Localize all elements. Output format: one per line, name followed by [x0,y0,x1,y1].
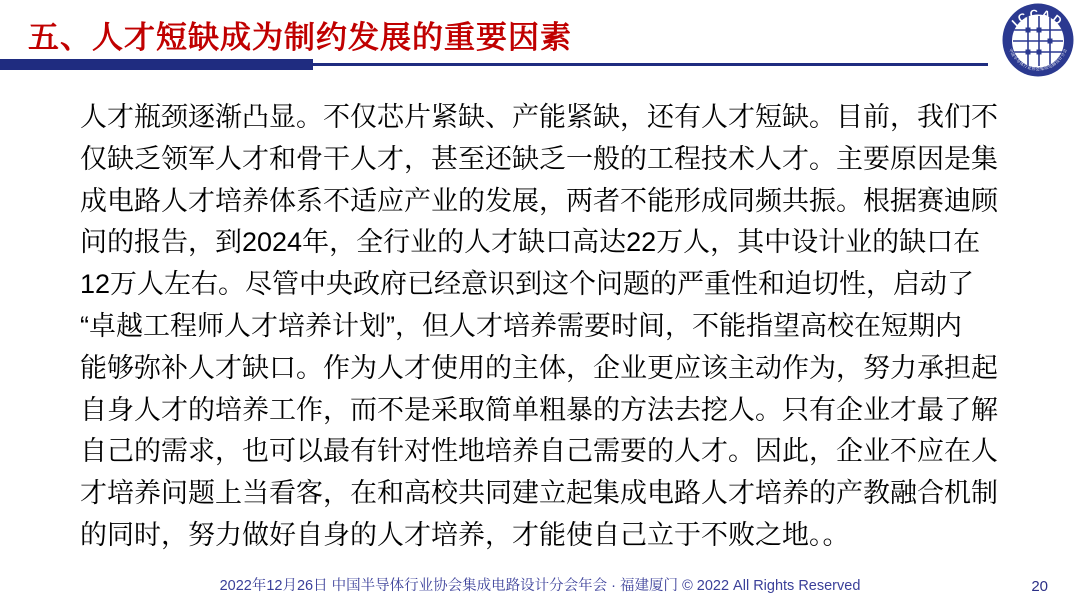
slide-title: 五、人才短缺成为制约发展的重要因素 [28,20,572,55]
body-line: 自身人才的培养工作，而不是采取简单粗暴的方法去挖人。只有企业才最了解 [80,394,998,425]
body-line: 的同时，努力做好自身的人才培养，才能使自己立于不败之地。。 [80,519,850,550]
body-line: 自己的需求，也可以最有针对性地培养自己需要的人才。因此，企业不应在人 [80,436,998,467]
body-line: 成电路人才培养体系不适应产业的发展，两者不能形成同频共振。根据赛迪顾 [80,185,998,216]
body-line: 能够弥补人才缺口。作为人才使用的主体，企业更应该主动作为，努力承担起 [80,352,998,383]
page-number: 20 [1031,578,1048,595]
body-line: 人才瓶颈逐渐凸显。不仅芯片紧缺、产能紧缺，还有人才短缺。目前，我们不 [80,102,998,132]
body-line: 12万人左右。尽管中央政府已经意识到这个问题的严重性和迫切性，启动了 [80,269,975,300]
logo-iccad-text: ICCAD [1010,8,1066,30]
iccad-logo-icon [1002,3,1074,77]
body-line: 仅缺乏领军人才和骨干人才，甚至还缺乏一般的工程技术人才。主要原因是集 [80,143,998,174]
body-line: 问的报告，到2024年，全行业的人才缺口高达22万人，其中设计业的缺口在 [80,227,981,258]
body-line: “卓越工程师人才培养计划”，但人才培养需要时间，不能指望高校在短期内 [80,310,962,341]
title-underline-thin [313,63,988,66]
footer-text: 2022年12月26日 中国半导体行业协会集成电路设计分会年会 · 福建厦门 © 2022 All Rights Reserved [219,578,861,594]
body-line: 才培养问题上当看客，在和高校共同建立起集成电路人才培养的产教融合机制 [80,478,998,509]
logo-ring-text: 中国半导体行业协会集成电路设计分会 [1008,47,1068,72]
title-underline-thick [0,59,313,70]
body-text [80,97,1005,557]
